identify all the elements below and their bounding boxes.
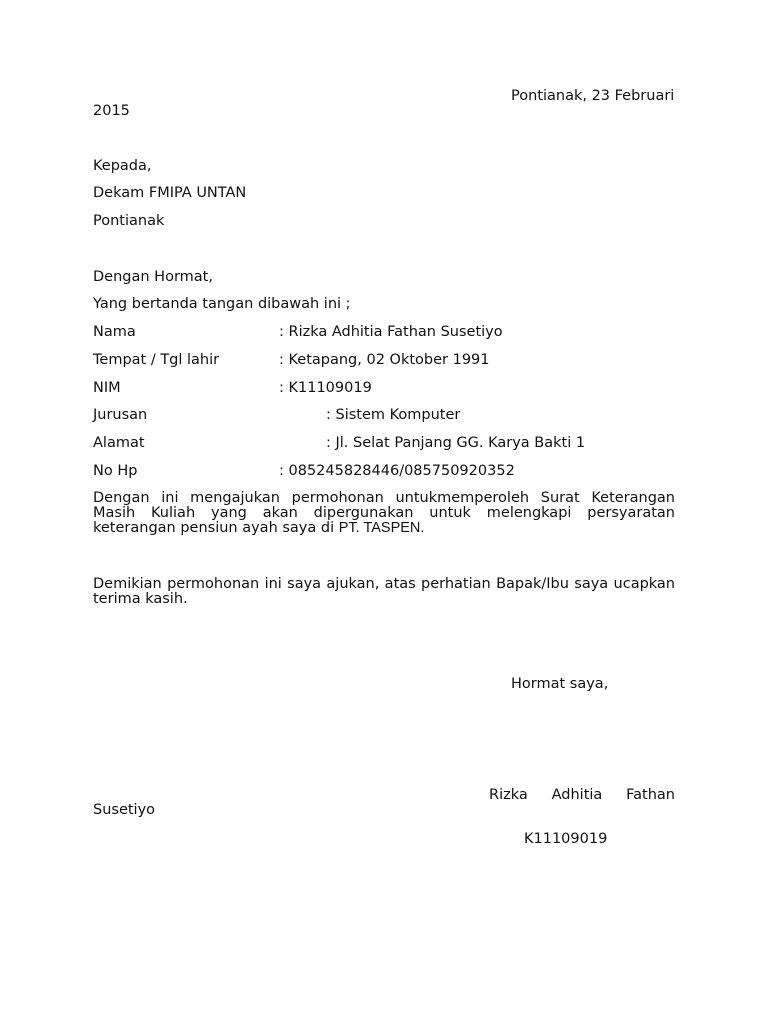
field-label-tempat-tgl-lahir: Tempat / Tgl lahir bbox=[93, 352, 220, 368]
field-label-nim: NIM bbox=[93, 380, 121, 396]
signature-name-line1: Rizka Adhitia Fathan bbox=[489, 787, 675, 803]
salutation: Dengan Hormat, bbox=[93, 269, 213, 285]
request-company: PT. TASPEN. bbox=[338, 520, 425, 536]
signature-name-line2: Susetiyo bbox=[93, 802, 156, 818]
field-value-alamat: : Jl. Selat Panjang GG. Karya Bakti 1 bbox=[326, 435, 586, 451]
letter-date-line1: Pontianak, 23 Februari bbox=[511, 88, 675, 104]
field-value-nim: : K11109019 bbox=[279, 380, 372, 396]
field-label-no-hp: No Hp bbox=[93, 463, 138, 479]
signature-name-line1-wrap bbox=[489, 787, 675, 803]
recipient-greeting: Kepada, bbox=[93, 158, 152, 174]
request-paragraph bbox=[93, 491, 675, 536]
closing-paragraph: Demikian permohonan ini saya ajukan, atas perhatian Bapak/Ibu saya ucapkan terima kasih. bbox=[93, 576, 675, 607]
field-value-nama: : Rizka Adhitia Fathan Susetiyo bbox=[279, 324, 503, 340]
field-label-alamat: Alamat bbox=[93, 435, 145, 451]
recipient-city: Pontianak bbox=[93, 213, 165, 229]
field-value-no-hp: : 085245828446/085750920352 bbox=[279, 463, 515, 479]
request-text: Dengan ini mengajukan permohonan untukmemperoleh Surat Keterangan Masih Kuliah yang akan dipergunakan untuk melengkapi persyaratan keterangan pensiun ayah saya di bbox=[93, 490, 675, 536]
field-label-jurusan: Jurusan bbox=[93, 407, 148, 423]
field-value-tempat-tgl-lahir: : Ketapang, 02 Oktober 1991 bbox=[279, 352, 490, 368]
field-value-jurusan: : Sistem Komputer bbox=[326, 407, 461, 423]
field-label-nama: Nama bbox=[93, 324, 136, 340]
signature-closing: Hormat saya, bbox=[511, 676, 609, 692]
signature-nim: K11109019 bbox=[524, 831, 608, 847]
intro-line: Yang bertanda tangan dibawah ini ; bbox=[93, 296, 351, 312]
recipient-name: Dekam FMIPA UNTAN bbox=[93, 185, 247, 201]
letter-date-line2: 2015 bbox=[93, 103, 130, 119]
